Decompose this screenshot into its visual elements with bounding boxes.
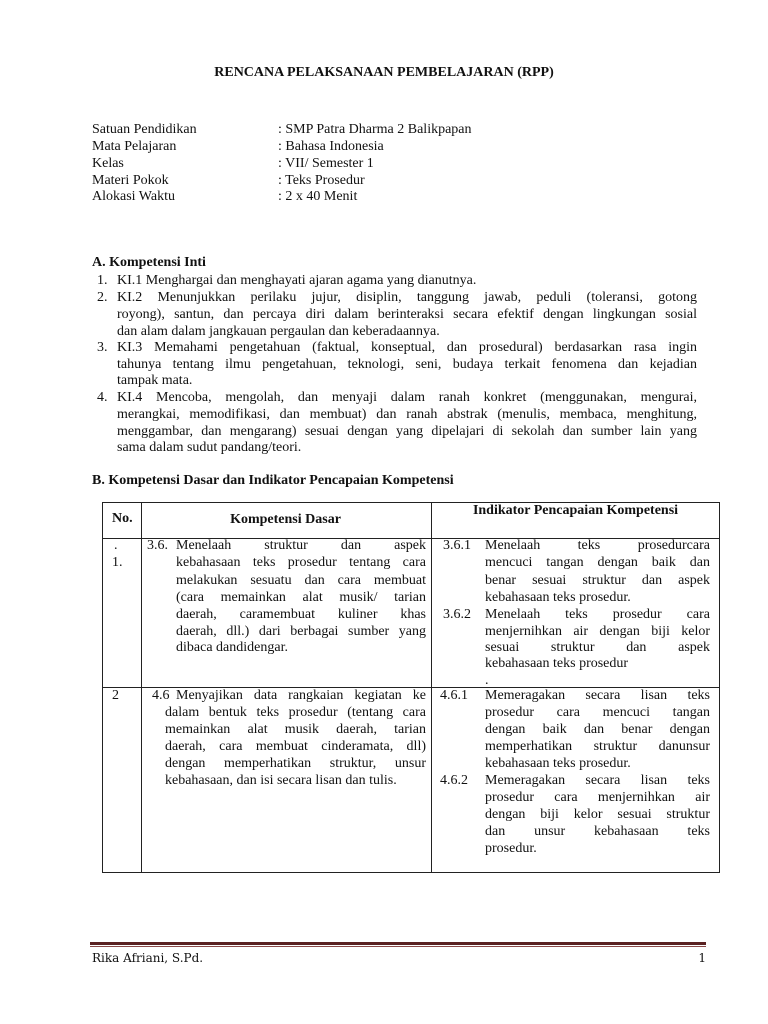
- ki-text: dan alam dalam jangkauan pergaulan dan keberadaannya.: [117, 324, 440, 339]
- kd-text: dibaca dandidengar.: [176, 640, 288, 655]
- ki-text: KI.3 Memahami pengetahuan (faktual, konseptual, dan prosedural) berdasarkan rasa ingin: [117, 340, 697, 355]
- ki-text: tampak mata.: [117, 373, 193, 388]
- indicator-number: 3.6.2: [443, 607, 471, 622]
- ki-number: 4.: [97, 390, 108, 405]
- kd-text: memainkan alat musik daerah, tarian: [165, 722, 426, 737]
- footer-rule: [90, 942, 706, 945]
- kd-text: kebahasaan teks prosedur tentang cara: [176, 555, 426, 570]
- indicator-text: kebahasaan teks prosedur.: [485, 590, 631, 605]
- indicator-text: prosedur cara mencuci tangan: [485, 705, 710, 720]
- info-label: Alokasi Waktu: [92, 189, 175, 204]
- kd-text: daerah, caramembuat kuliner khas: [176, 607, 426, 622]
- indicator-text: prosedur cara menjernihkan air: [485, 790, 710, 805]
- info-label: Materi Pokok: [92, 173, 169, 188]
- indicator-text: dengan baik dan benar dengan: [485, 722, 710, 737]
- table-header-indicator: Indikator Pencapaian Kompetensi: [472, 503, 679, 518]
- kd-number: 3.6.: [147, 538, 168, 553]
- indicator-text: Menelaah teks prosedurcara: [485, 538, 710, 553]
- indicator-number: 3.6.1: [443, 538, 471, 553]
- footer-author: Rika Afriani, S.Pd.: [92, 951, 204, 965]
- indicator-number: 4.6.2: [440, 773, 468, 788]
- table-header-kd: Kompetensi Dasar: [230, 512, 341, 527]
- section-heading: A. Kompetensi Inti: [92, 255, 206, 270]
- kd-text: (cara memainkan alat musik/ tarian: [176, 590, 426, 605]
- indicator-text: dan unsur kebahasaan teks: [485, 824, 710, 839]
- info-value: : Bahasa Indonesia: [278, 139, 384, 154]
- indicator-text: kebahasaan teks prosedur: [485, 656, 629, 671]
- kd-number: 4.6: [152, 688, 170, 703]
- page-number: 1: [698, 951, 706, 965]
- ki-number: 2.: [97, 290, 108, 305]
- ki-text: merangkai, memodifikasi, dan membuat) dan ranah abstrak (menulis, membaca, menghitung,: [117, 407, 697, 422]
- kd-text: kebahasaan, dan isi secara lisan dan tulis.: [165, 773, 397, 788]
- ki-text: KI.4 Mencoba, mengolah, dan menyaji dalam ranah konkret (menggunakan, mengurai,: [117, 390, 697, 405]
- indicator-text: Menelaah teks prosedur cara: [485, 607, 710, 622]
- ki-text: tahunya tentang ilmu pengetahuan, teknologi, seni, budaya terkait fenomena dan kejadian: [117, 357, 697, 372]
- ki-number: 1.: [97, 273, 108, 288]
- row-number: 1.: [112, 555, 123, 570]
- kd-text: Menyajikan data rangkaian kegiatan ke: [176, 688, 426, 703]
- ki-text: royong), santun, dan percaya diri dalam berinteraksi secara efektif dengan lingkungan sosial: [117, 307, 697, 322]
- indicator-text: memperhatikan struktur danunsur: [485, 739, 710, 754]
- kd-text: melakukan sesuatu dan cara membuat: [176, 573, 426, 588]
- ki-text: KI.1 Menghargai dan menghayati ajaran agama yang dianutnya.: [117, 273, 477, 288]
- kd-text: Menelaah struktur dan aspek: [176, 538, 426, 553]
- info-label: Kelas: [92, 156, 124, 171]
- ki-text: KI.2 Menunjukkan perilaku jujur, disiplin, tanggung jawab, peduli (toleransi, gotong: [117, 290, 697, 305]
- document-title: RENCANA PELAKSANAAN PEMBELAJARAN (RPP): [214, 65, 554, 80]
- ki-text: menggambar, dan mengarang) sesuai dengan yang dipelajari di sekolah dan sumber lain yang: [117, 424, 697, 439]
- indicator-text: dengan biji kelor sesuai struktur: [485, 807, 710, 822]
- kd-text: dalam bentuk teks prosedur (tentang cara: [165, 705, 426, 720]
- indicator-number: 4.6.1: [440, 688, 468, 703]
- info-value: : VII/ Semester 1: [278, 156, 374, 171]
- row-number: 2: [112, 688, 119, 703]
- info-label: Satuan Pendidikan: [92, 122, 197, 137]
- table-header-no: No.: [112, 511, 133, 526]
- indicator-text: prosedur.: [485, 841, 537, 856]
- indicator-text: Memeragakan secara lisan teks: [485, 688, 710, 703]
- ki-number: 3.: [97, 340, 108, 355]
- kd-text: daerah, cara membuat cinderamata, dll): [165, 739, 426, 754]
- info-value: : 2 x 40 Menit: [278, 189, 358, 204]
- kd-text: daerah, dll.) dari berbagai sumber yang: [176, 624, 426, 639]
- indicator-text: .: [485, 673, 489, 688]
- indicator-text: menjernihkan air dengan biji kelor: [485, 624, 710, 639]
- indicator-text: Memeragakan secara lisan teks: [485, 773, 710, 788]
- info-label: Mata Pelajaran: [92, 139, 177, 154]
- indicator-text: mencuci tangan dengan baik dan: [485, 555, 710, 570]
- info-value: : Teks Prosedur: [278, 173, 365, 188]
- row-number: .: [114, 538, 118, 553]
- indicator-text: kebahasaan teks prosedur.: [485, 756, 631, 771]
- indicator-text: sesuai struktur dan aspek: [485, 640, 710, 655]
- footer-rule-thin: [90, 946, 706, 947]
- ki-text: sama dalam sudut pandang/teori.: [117, 440, 302, 455]
- info-value: : SMP Patra Dharma 2 Balikpapan: [278, 122, 472, 137]
- section-heading: B. Kompetensi Dasar dan Indikator Pencapaian Kompetensi: [92, 473, 454, 488]
- indicator-text: benar sesuai struktur dan aspek: [485, 573, 710, 588]
- kd-text: dengan memperhatikan struktur, unsur: [165, 756, 426, 771]
